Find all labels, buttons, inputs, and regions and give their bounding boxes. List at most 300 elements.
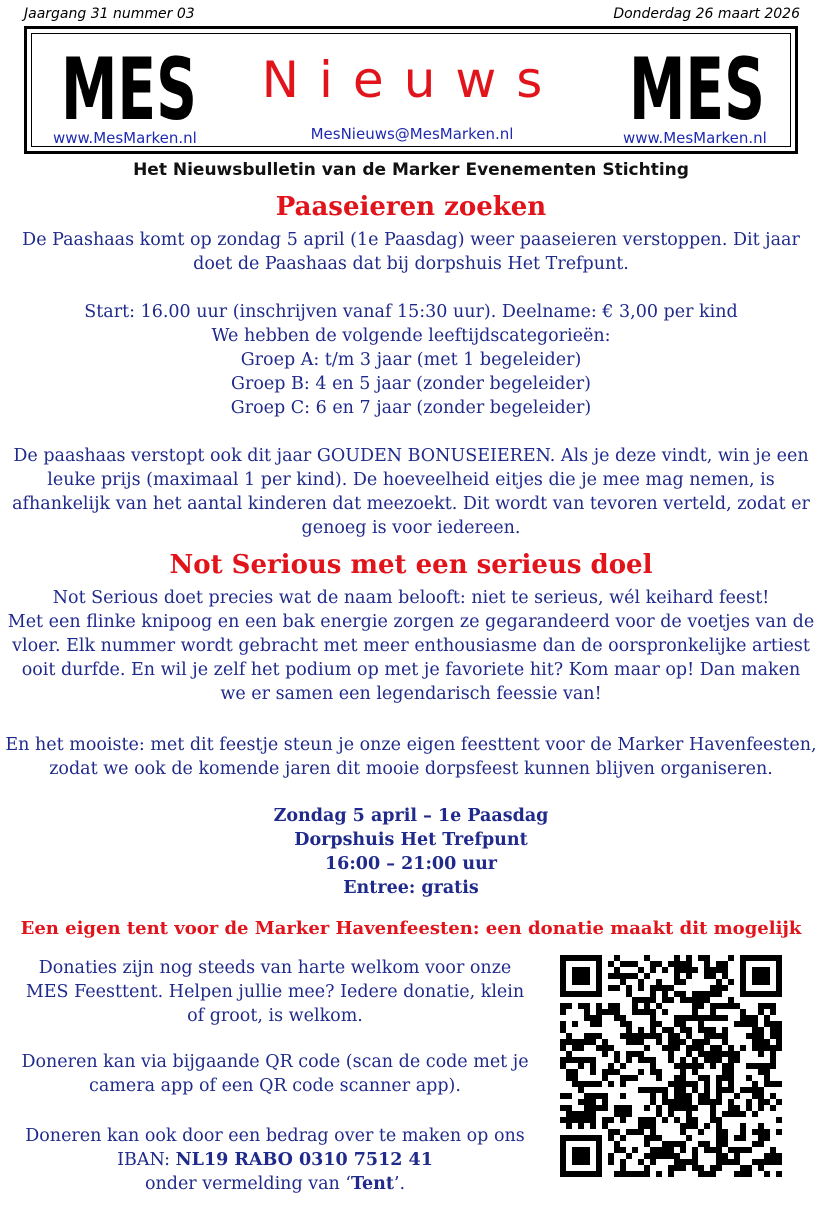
qr-module xyxy=(674,1165,680,1171)
email-link[interactable]: MesNieuws@MesMarken.nl xyxy=(310,125,514,143)
text-line: leuke prijs (maximaal 1 per kind). De hoeveelheid eitjes die je mee mag nemen, is xyxy=(47,470,775,490)
qr-module xyxy=(620,973,626,979)
event-entry: Entree: gratis xyxy=(343,878,479,898)
qr-module xyxy=(572,1039,578,1045)
qr-module xyxy=(572,1117,578,1123)
qr-module xyxy=(740,1087,746,1093)
qr-module xyxy=(638,1117,644,1123)
qr-module xyxy=(584,1111,590,1117)
qr-module xyxy=(776,1171,782,1177)
qr-module xyxy=(758,1069,764,1075)
text-line: Groep A: t/m 3 jaar (met 1 begeleider) xyxy=(240,350,582,370)
qr-module xyxy=(632,1051,638,1057)
qr-module xyxy=(692,1153,698,1159)
qr-module xyxy=(656,1033,662,1039)
qr-module xyxy=(656,961,662,967)
qr-module xyxy=(650,1069,656,1075)
qr-module xyxy=(626,1057,632,1063)
qr-module xyxy=(632,1075,638,1081)
qr-module xyxy=(578,1123,584,1129)
qr-module xyxy=(722,1003,728,1009)
qr-module xyxy=(596,1009,602,1015)
qr-module xyxy=(590,1117,596,1123)
qr-finder-center xyxy=(752,967,770,985)
qr-module xyxy=(560,1063,566,1069)
qr-module xyxy=(728,1003,734,1009)
qr-module xyxy=(668,1105,674,1111)
qr-module xyxy=(740,1165,746,1171)
qr-module xyxy=(674,1153,680,1159)
qr-module xyxy=(728,979,734,985)
qr-module xyxy=(602,1051,608,1057)
qr-module xyxy=(590,1063,596,1069)
qr-module xyxy=(584,1099,590,1105)
qr-module xyxy=(740,1129,746,1135)
qr-module xyxy=(704,1081,710,1087)
qr-module xyxy=(680,961,686,967)
qr-module xyxy=(662,991,668,997)
qr-module xyxy=(686,1093,692,1099)
qr-module xyxy=(716,1057,722,1063)
qr-module xyxy=(566,1057,572,1063)
qr-module xyxy=(656,1021,662,1027)
qr-module xyxy=(662,1087,668,1093)
qr-module xyxy=(608,1117,614,1123)
qr-module xyxy=(710,1099,716,1105)
qr-module xyxy=(758,1159,764,1165)
qr-module xyxy=(644,973,650,979)
qr-module xyxy=(746,1021,752,1027)
qr-module xyxy=(650,967,656,973)
qr-module xyxy=(686,1027,692,1033)
qr-module xyxy=(650,997,656,1003)
qr-module xyxy=(752,1159,758,1165)
qr-module xyxy=(566,1111,572,1117)
qr-module xyxy=(734,1051,740,1057)
qr-module xyxy=(770,1147,776,1153)
qr-module xyxy=(560,1045,566,1051)
qr-module xyxy=(770,1159,776,1165)
qr-module xyxy=(578,1003,584,1009)
qr-module xyxy=(692,1165,698,1171)
qr-module xyxy=(560,1057,566,1063)
qr-module xyxy=(572,1021,578,1027)
qr-module xyxy=(734,1021,740,1027)
qr-module xyxy=(716,991,722,997)
qr-module xyxy=(656,1075,662,1081)
qr-module xyxy=(704,997,710,1003)
qr-module xyxy=(662,1117,668,1123)
qr-module xyxy=(650,1153,656,1159)
qr-module xyxy=(584,1057,590,1063)
qr-module xyxy=(638,1123,644,1129)
qr-module xyxy=(716,985,722,991)
qr-module xyxy=(728,1051,734,1057)
qr-module xyxy=(656,1003,662,1009)
qr-module xyxy=(668,1165,674,1171)
qr-module xyxy=(560,1105,566,1111)
qr-module xyxy=(584,1093,590,1099)
qr-module xyxy=(626,1105,632,1111)
qr-module xyxy=(764,1075,770,1081)
qr-module xyxy=(698,1099,704,1105)
qr-module xyxy=(584,1105,590,1111)
logo-letters: MES xyxy=(629,40,765,125)
not-serious-body xyxy=(0,586,822,706)
qr-module xyxy=(734,1147,740,1153)
qr-module xyxy=(728,1087,734,1093)
qr-module xyxy=(686,973,692,979)
qr-module xyxy=(686,1111,692,1117)
qr-module xyxy=(680,979,686,985)
qr-module xyxy=(716,1117,722,1123)
text-line: genoeg is voor iedereen. xyxy=(301,518,521,538)
qr-module xyxy=(764,1039,770,1045)
qr-module xyxy=(716,1051,722,1057)
qr-module xyxy=(650,1123,656,1129)
qr-module xyxy=(566,1033,572,1039)
qr-module xyxy=(626,1051,632,1057)
qr-module xyxy=(758,1099,764,1105)
qr-module xyxy=(608,961,614,967)
qr-module xyxy=(698,1045,704,1051)
qr-module xyxy=(752,1129,758,1135)
qr-module xyxy=(776,1129,782,1135)
qr-module xyxy=(674,955,680,961)
qr-module xyxy=(626,1111,632,1117)
qr-module xyxy=(716,967,722,973)
qr-module xyxy=(668,985,674,991)
qr-module xyxy=(620,1105,626,1111)
qr-module xyxy=(614,1015,620,1021)
qr-module xyxy=(632,961,638,967)
qr-module xyxy=(638,1051,644,1057)
qr-module xyxy=(644,1045,650,1051)
qr-module xyxy=(638,967,644,973)
qr-module xyxy=(650,985,656,991)
qr-module xyxy=(686,967,692,973)
qr-module xyxy=(734,1153,740,1159)
qr-module xyxy=(668,1147,674,1153)
qr-module xyxy=(590,1099,596,1105)
qr-module xyxy=(620,1081,626,1087)
qr-module xyxy=(692,1147,698,1153)
qr-module xyxy=(614,1057,620,1063)
qr-module xyxy=(752,1027,758,1033)
qr-module xyxy=(698,1021,704,1027)
qr-module xyxy=(746,1033,752,1039)
qr-module xyxy=(722,1063,728,1069)
qr-module xyxy=(608,1129,614,1135)
donation-para-1 xyxy=(10,956,540,1028)
qr-module xyxy=(680,1087,686,1093)
qr-module xyxy=(764,1159,770,1165)
qr-module xyxy=(674,967,680,973)
qr-module xyxy=(566,1003,572,1009)
qr-module xyxy=(632,1033,638,1039)
qr-module xyxy=(692,1069,698,1075)
qr-module xyxy=(776,1117,782,1123)
qr-module xyxy=(704,991,710,997)
qr-module xyxy=(686,1015,692,1021)
qr-module xyxy=(698,1015,704,1021)
website-link-right[interactable]: www.MesMarken.nl xyxy=(623,129,767,147)
qr-module xyxy=(620,1033,626,1039)
issue-bar xyxy=(24,6,800,26)
bulletin-subtitle: Het Nieuwsbulletin van de Marker Evenementen Stichting xyxy=(133,160,689,180)
qr-module xyxy=(620,1171,626,1177)
qr-module xyxy=(710,1105,716,1111)
qr-module xyxy=(776,1153,782,1159)
qr-module xyxy=(560,1117,566,1123)
qr-module xyxy=(764,1045,770,1051)
qr-module xyxy=(614,1171,620,1177)
qr-module xyxy=(680,991,686,997)
qr-module xyxy=(650,1093,656,1099)
qr-module xyxy=(758,1165,764,1171)
qr-module xyxy=(620,1159,626,1165)
qr-module xyxy=(722,1135,728,1141)
qr-module xyxy=(752,1111,758,1117)
qr-module xyxy=(722,1015,728,1021)
qr-module xyxy=(566,1051,572,1057)
qr-module xyxy=(710,1165,716,1171)
donation-para-2 xyxy=(10,1050,540,1098)
qr-module xyxy=(590,1081,596,1087)
not-serious-support xyxy=(0,733,822,781)
qr-module xyxy=(680,1063,686,1069)
qr-module xyxy=(674,1141,680,1147)
qr-module xyxy=(680,997,686,1003)
qr-module xyxy=(620,1165,626,1171)
qr-module xyxy=(638,1069,644,1075)
qr-module xyxy=(566,1117,572,1123)
easter-bonus xyxy=(0,444,822,540)
qr-module xyxy=(638,979,644,985)
qr-module xyxy=(620,1111,626,1117)
article-heading-donation: Een eigen tent voor de Marker Havenfeesten: een donatie maakt dit mogelijk xyxy=(20,918,802,939)
text-line: Start: 16.00 uur (inschrijven vanaf 15:30 uur). Deelname: € 3,00 per kind xyxy=(84,302,738,322)
qr-module xyxy=(644,1123,650,1129)
qr-module xyxy=(602,1045,608,1051)
qr-module xyxy=(632,1039,638,1045)
qr-module xyxy=(698,1165,704,1171)
qr-module xyxy=(758,1033,764,1039)
article-heading-easter-eggs: Paaseieren zoeken xyxy=(275,192,547,222)
qr-module xyxy=(680,1105,686,1111)
qr-module xyxy=(710,1057,716,1063)
text-line: ooit durfde. En wil je zelf het podium op met je favoriete hit? Kom maar op! Dan maken xyxy=(21,660,801,680)
qr-module xyxy=(674,1105,680,1111)
qr-module xyxy=(698,1063,704,1069)
qr-module xyxy=(662,985,668,991)
qr-module xyxy=(602,1075,608,1081)
qr-module xyxy=(704,1147,710,1153)
qr-module xyxy=(770,1003,776,1009)
qr-module xyxy=(584,1033,590,1039)
qr-module xyxy=(680,1027,686,1033)
qr-module xyxy=(734,1159,740,1165)
qr-module xyxy=(704,955,710,961)
qr-module xyxy=(752,1033,758,1039)
qr-module xyxy=(734,1135,740,1141)
qr-module xyxy=(674,1099,680,1105)
qr-module xyxy=(644,1153,650,1159)
qr-module xyxy=(722,1051,728,1057)
qr-module xyxy=(734,1171,740,1177)
qr-module xyxy=(728,1105,734,1111)
qr-module xyxy=(590,1111,596,1117)
qr-module xyxy=(620,1021,626,1027)
qr-module xyxy=(758,1045,764,1051)
qr-module xyxy=(752,1063,758,1069)
qr-module xyxy=(560,1093,566,1099)
website-link-left[interactable]: www.MesMarken.nl xyxy=(53,129,197,147)
qr-module xyxy=(608,985,614,991)
qr-module xyxy=(722,1159,728,1165)
qr-module xyxy=(776,1021,782,1027)
qr-module xyxy=(632,1147,638,1153)
qr-module xyxy=(716,1003,722,1009)
qr-module xyxy=(680,1141,686,1147)
qr-module xyxy=(596,1045,602,1051)
qr-module xyxy=(560,1027,566,1033)
qr-module xyxy=(650,1087,656,1093)
qr-module xyxy=(674,1093,680,1099)
qr-module xyxy=(566,1123,572,1129)
qr-module xyxy=(758,1129,764,1135)
qr-module xyxy=(704,1015,710,1021)
qr-module xyxy=(758,1063,764,1069)
qr-module xyxy=(620,961,626,967)
qr-module xyxy=(632,973,638,979)
qr-module xyxy=(764,1081,770,1087)
qr-module xyxy=(746,1015,752,1021)
qr-module xyxy=(692,1057,698,1063)
qr-module xyxy=(668,1027,674,1033)
qr-module xyxy=(722,1069,728,1075)
qr-module xyxy=(614,1003,620,1009)
qr-module xyxy=(578,1087,584,1093)
qr-module xyxy=(578,1045,584,1051)
qr-module xyxy=(770,1027,776,1033)
qr-module xyxy=(722,961,728,967)
mention-suffix: ’. xyxy=(393,1174,406,1194)
qr-module xyxy=(596,1093,602,1099)
qr-module xyxy=(674,1075,680,1081)
qr-module xyxy=(716,1075,722,1081)
qr-module xyxy=(710,1045,716,1051)
qr-module xyxy=(692,1009,698,1015)
qr-module xyxy=(758,1039,764,1045)
mention-prefix: onder vermelding van ‘ xyxy=(144,1174,351,1194)
qr-module xyxy=(614,1111,620,1117)
qr-module xyxy=(716,1141,722,1147)
qr-module xyxy=(704,1087,710,1093)
qr-module xyxy=(740,1021,746,1027)
logo-letters: MES xyxy=(61,40,197,125)
qr-module xyxy=(764,1063,770,1069)
qr-module xyxy=(578,1117,584,1123)
qr-module xyxy=(644,1009,650,1015)
qr-module xyxy=(740,1171,746,1177)
qr-module xyxy=(698,1003,704,1009)
qr-module xyxy=(566,1093,572,1099)
qr-module xyxy=(698,1171,704,1177)
qr-module xyxy=(644,1087,650,1093)
qr-module xyxy=(662,1153,668,1159)
qr-module xyxy=(710,991,716,997)
qr-module xyxy=(626,1027,632,1033)
logo-side-text: MARKER EVENEMEN xyxy=(75,89,82,125)
qr-module xyxy=(680,1147,686,1153)
qr-module xyxy=(692,1003,698,1009)
qr-module xyxy=(638,1171,644,1177)
qr-module xyxy=(626,991,632,997)
qr-module xyxy=(770,1021,776,1027)
qr-module xyxy=(710,1063,716,1069)
qr-module xyxy=(728,955,734,961)
issue-number: Jaargang 31 nummer 03 xyxy=(24,6,195,22)
qr-module xyxy=(752,1021,758,1027)
qr-module xyxy=(776,1033,782,1039)
qr-module xyxy=(602,1069,608,1075)
qr-module xyxy=(680,1165,686,1171)
qr-module xyxy=(566,1105,572,1111)
qr-module xyxy=(662,1009,668,1015)
qr-module xyxy=(656,1147,662,1153)
qr-module xyxy=(626,1075,632,1081)
qr-module xyxy=(650,1117,656,1123)
qr-module xyxy=(758,1009,764,1015)
qr-module xyxy=(572,1075,578,1081)
qr-module xyxy=(584,1009,590,1015)
qr-module xyxy=(620,1147,626,1153)
qr-module xyxy=(638,1129,644,1135)
qr-module xyxy=(758,1105,764,1111)
qr-module xyxy=(692,1063,698,1069)
text-line: Doneren kan ook door een bedrag over te maken op ons xyxy=(25,1126,525,1146)
qr-module xyxy=(686,1051,692,1057)
qr-module xyxy=(716,1135,722,1141)
qr-module xyxy=(674,1039,680,1045)
qr-module xyxy=(608,1153,614,1159)
donation-qr-code[interactable] xyxy=(560,955,782,1177)
qr-module xyxy=(764,1171,770,1177)
qr-module xyxy=(608,1159,614,1165)
qr-module xyxy=(680,1099,686,1105)
qr-module xyxy=(716,1147,722,1153)
qr-module xyxy=(602,1093,608,1099)
qr-module xyxy=(716,1033,722,1039)
qr-module xyxy=(692,991,698,997)
qr-module xyxy=(644,997,650,1003)
qr-module xyxy=(644,955,650,961)
qr-module xyxy=(728,1159,734,1165)
qr-module xyxy=(764,1003,770,1009)
qr-module xyxy=(662,1147,668,1153)
qr-module xyxy=(710,1111,716,1117)
qr-module xyxy=(638,1087,644,1093)
qr-module xyxy=(608,1003,614,1009)
qr-module xyxy=(656,1087,662,1093)
qr-module xyxy=(686,1117,692,1123)
qr-module xyxy=(686,1135,692,1141)
qr-module xyxy=(770,1045,776,1051)
qr-module xyxy=(668,1099,674,1105)
mention-word: Tent xyxy=(350,1174,394,1194)
qr-module xyxy=(758,1003,764,1009)
